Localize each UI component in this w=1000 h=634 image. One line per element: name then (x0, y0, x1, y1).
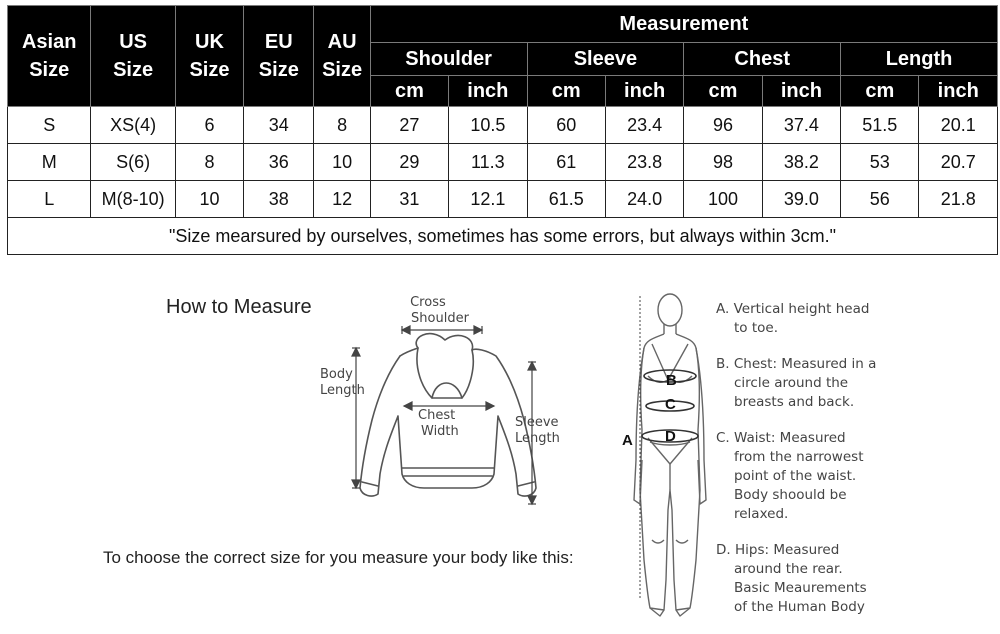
cross-shoulder-label: Cross Shoulder (410, 295, 469, 326)
table-cell: 21.8 (919, 181, 998, 218)
header-sleeve: Sleeve (527, 43, 684, 76)
table-cell: 37.4 (762, 107, 840, 144)
body-length-label: Body Length (320, 367, 365, 398)
table-cell: 10.5 (449, 107, 527, 144)
table-cell: 96 (684, 107, 762, 144)
table-cell: 27 (370, 107, 448, 144)
table-cell: S (8, 107, 91, 144)
unit-header: inch (605, 76, 683, 107)
table-cell: 38.2 (762, 144, 840, 181)
table-cell: 31 (370, 181, 448, 218)
legend-line: breasts and back. (734, 394, 855, 410)
header-us-size: US Size (91, 6, 175, 107)
table-row (8, 107, 998, 144)
choose-size-text: To choose the correct size for you measure your body like this: (103, 548, 574, 567)
table-cell: M(8-10) (91, 181, 175, 218)
table-cell: 51.5 (841, 107, 919, 144)
letter-a: A (622, 432, 633, 449)
legend-item (716, 541, 891, 617)
unit-header: inch (919, 76, 998, 107)
table-cell: 61.5 (527, 181, 605, 218)
table-note-row (8, 218, 998, 255)
cross-shoulder-arrow (402, 326, 482, 334)
table-cell: 56 (841, 181, 919, 218)
letter-b: B (666, 372, 677, 389)
legend-line: C. Waist: Measured (716, 430, 846, 446)
measurement-legend (716, 300, 891, 634)
header-measurement: Measurement (370, 6, 997, 43)
header-asian-size: Asian Size (8, 6, 91, 107)
legend-line: D. Hips: Measured (716, 542, 840, 558)
unit-header: cm (841, 76, 919, 107)
table-cell: 98 (684, 144, 762, 181)
letter-c: C (665, 396, 676, 413)
table-cell: 100 (684, 181, 762, 218)
table-cell: 53 (841, 144, 919, 181)
header-chest: Chest (684, 43, 841, 76)
table-cell: 11.3 (449, 144, 527, 181)
header-eu-size: EU Size (244, 6, 314, 107)
header-length: Length (841, 43, 998, 76)
legend-line: relaxed. (734, 506, 789, 522)
table-row (8, 181, 998, 218)
table-cell: 24.0 (605, 181, 683, 218)
legend-line: from the narrowest (734, 449, 864, 465)
header-au-size: AU Size (314, 6, 370, 107)
table-cell: 10 (175, 181, 243, 218)
unit-header: inch (449, 76, 527, 107)
table-cell: 60 (527, 107, 605, 144)
table-cell: 8 (175, 144, 243, 181)
sleeve-length-label: Sleeve Length (515, 415, 560, 446)
header-uk-size: UK Size (175, 6, 243, 107)
unit-header: cm (684, 76, 762, 107)
legend-line: B. Chest: Measured in a (716, 356, 877, 372)
legend-line: point of the waist. (734, 468, 857, 484)
legend-line: Basic Meaurements (734, 580, 867, 596)
size-table (7, 5, 998, 255)
header-shoulder: Shoulder (370, 43, 527, 76)
legend-line: circle around the (734, 375, 849, 391)
legend-line: around the rear. (734, 561, 843, 577)
table-cell: 38 (244, 181, 314, 218)
table-row (8, 144, 998, 181)
table-cell: S(6) (91, 144, 175, 181)
body-figure (634, 294, 706, 616)
table-cell: 12 (314, 181, 370, 218)
table-note: "Size mearsured by ourselves, sometimes has some errors, but always within 3cm." (8, 218, 998, 255)
table-cell: 23.8 (605, 144, 683, 181)
legend-line: A. Vertical height head (716, 301, 870, 317)
table-cell: 20.1 (919, 107, 998, 144)
legend-line: Body shoould be (734, 487, 847, 503)
table-cell: 23.4 (605, 107, 683, 144)
unit-header: inch (762, 76, 840, 107)
table-cell: 20.7 (919, 144, 998, 181)
table-cell: 6 (175, 107, 243, 144)
table-cell: 10 (314, 144, 370, 181)
table-cell: XS(4) (91, 107, 175, 144)
legend-item (716, 300, 891, 338)
chest-width-label: Chest Width (418, 408, 459, 439)
legend-line: of the Human Body (734, 599, 865, 615)
table-cell: 39.0 (762, 181, 840, 218)
table-cell: 36 (244, 144, 314, 181)
table-cell: 12.1 (449, 181, 527, 218)
table-cell: 61 (527, 144, 605, 181)
how-to-measure-title: How to Measure (166, 296, 312, 318)
letter-d: D (665, 428, 676, 445)
legend-item (716, 355, 891, 412)
unit-header: cm (527, 76, 605, 107)
unit-header: cm (370, 76, 448, 107)
table-cell: 34 (244, 107, 314, 144)
table-cell: M (8, 144, 91, 181)
legend-item (716, 429, 891, 524)
table-cell: 8 (314, 107, 370, 144)
table-cell: L (8, 181, 91, 218)
table-cell: 29 (370, 144, 448, 181)
legend-line: to toe. (734, 320, 778, 336)
